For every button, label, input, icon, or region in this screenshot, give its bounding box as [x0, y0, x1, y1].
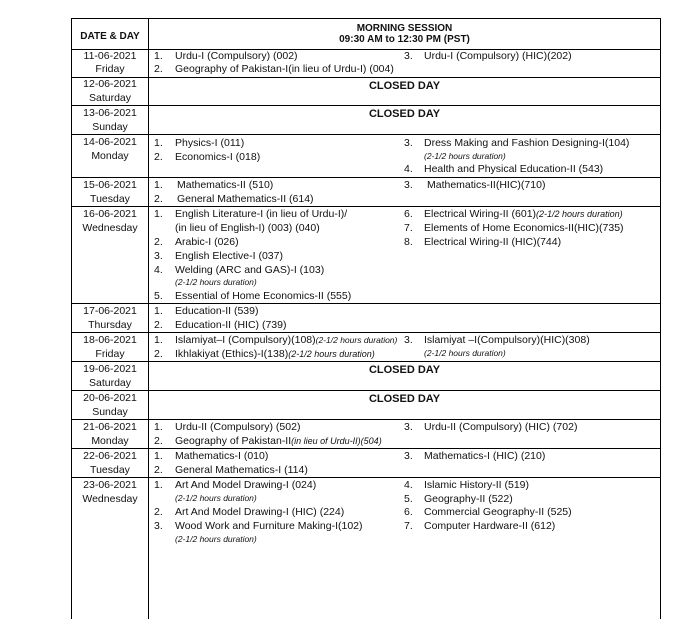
- subject-item: Islamic History-II (519): [424, 479, 530, 491]
- subject-item: General Mathematics-II (614): [177, 193, 314, 205]
- item-number: 1.: [154, 305, 163, 317]
- subject-item: [424, 208, 623, 220]
- subject-item: Education-II (HIC) (739): [175, 319, 287, 331]
- row-divider: [72, 105, 660, 106]
- item-number: 1.: [154, 479, 163, 491]
- duration-note: (2-1/2 hours duration): [175, 277, 257, 287]
- row-day: Monday: [91, 150, 129, 162]
- item-number: 3.: [404, 179, 413, 191]
- item-number: 1.: [154, 137, 163, 149]
- subject-title: Islamiyat–I (Compulsory)(108): [175, 334, 316, 346]
- subject-item: [175, 348, 375, 360]
- row-day: Friday: [95, 63, 125, 75]
- lieu-note: (in lieu of Urdu-II)(504): [291, 436, 382, 446]
- duration-note: (2-1/2 hours duration): [424, 151, 506, 161]
- duration-note: (2-1/2 hours duration): [536, 209, 623, 219]
- row-date: 19-06-2021: [83, 363, 137, 375]
- row-divider: [72, 477, 660, 478]
- subject-title: Electrical Wiring-II (601): [424, 208, 537, 220]
- item-number: 3.: [404, 450, 413, 462]
- item-number: 2.: [154, 435, 163, 447]
- item-number: 2.: [154, 348, 163, 360]
- item-number: 6.: [404, 506, 413, 518]
- subject-item: Education-II (539): [175, 305, 259, 317]
- row-date: 22-06-2021: [83, 450, 137, 462]
- subject-item: Islamiyat –I(Compulsory)(HIC)(308): [424, 334, 590, 346]
- item-number: 1.: [154, 450, 163, 462]
- subject-item: Urdu-I (Compulsory) (HIC)(202): [424, 50, 572, 62]
- row-day: Saturday: [88, 92, 132, 104]
- subject-item: [175, 435, 382, 447]
- subject-item: Computer Hardware-II (612): [424, 520, 556, 532]
- subject-item: General Mathematics-I (114): [175, 464, 308, 476]
- row-day: Thursday: [88, 319, 132, 331]
- item-number: 2.: [154, 151, 163, 163]
- row-divider: [72, 390, 660, 391]
- subject-item: English Elective-I (037): [175, 250, 283, 262]
- subject-item: Mathematics-I (HIC) (210): [424, 450, 546, 462]
- subject-item: Wood Work and Furniture Making-I(102): [175, 520, 363, 532]
- row-date: 12-06-2021: [83, 78, 137, 90]
- row-divider: [72, 134, 660, 135]
- subject-item: Electrical Wiring-II (HIC)(744): [424, 236, 562, 248]
- item-number: 7.: [404, 520, 413, 532]
- duration-note: (2-1/2 hours duration): [175, 534, 257, 544]
- subject-item: Health and Physical Education-II (543): [424, 163, 604, 175]
- item-number: 2.: [154, 236, 163, 248]
- row-date: 18-06-2021: [83, 334, 137, 346]
- subject-item: Urdu-II (Compulsory) (502): [175, 421, 301, 433]
- closed-day-label: CLOSED DAY: [368, 393, 441, 405]
- item-number: 5.: [404, 493, 413, 505]
- item-number: 7.: [404, 222, 413, 234]
- row-day: Sunday: [92, 121, 128, 133]
- item-number: 1.: [154, 334, 163, 346]
- item-number: 3.: [154, 520, 163, 532]
- subject-item: Art And Model Drawing-I (HIC) (224): [175, 506, 345, 518]
- row-divider: [72, 303, 660, 304]
- item-number: 3.: [404, 334, 413, 346]
- item-number: 2.: [154, 193, 163, 205]
- item-number: 3.: [404, 421, 413, 433]
- item-number: 2.: [154, 63, 163, 75]
- row-date: 23-06-2021: [83, 479, 137, 491]
- subject-item: Urdu-II (Compulsory) (HIC) (702): [424, 421, 578, 433]
- closed-day-label: CLOSED DAY: [368, 364, 441, 376]
- item-number: 3.: [154, 250, 163, 262]
- duration-note: (2-1/2 hours duration): [175, 493, 257, 503]
- row-day: Monday: [91, 435, 129, 447]
- subject-item: Art And Model Drawing-I (024): [175, 479, 317, 491]
- row-day: Tuesday: [90, 193, 130, 205]
- subject-item: Welding (ARC and GAS)-I (103): [175, 264, 325, 276]
- item-number: 1.: [154, 50, 163, 62]
- item-number: 1.: [154, 208, 163, 220]
- row-date: 20-06-2021: [83, 392, 137, 404]
- subject-item: Essential of Home Economics-II (555): [175, 290, 352, 302]
- row-date: 14-06-2021: [83, 136, 137, 148]
- duration-note: (2-1/2 hours duration): [288, 349, 375, 359]
- row-divider: [72, 77, 660, 78]
- item-number: 3.: [404, 137, 413, 149]
- row-day: Saturday: [88, 377, 132, 389]
- item-number: 5.: [154, 290, 163, 302]
- subject-item: Economics-I (018): [175, 151, 261, 163]
- row-day: Wednesday: [82, 493, 138, 505]
- item-number: 2.: [154, 506, 163, 518]
- subject-item: English Literature-I (in lieu of Urdu-I)/: [175, 208, 348, 220]
- row-date: 21-06-2021: [83, 421, 137, 433]
- subject-item-continued: (in lieu of English-I) (003) (040): [175, 222, 320, 234]
- row-divider: [72, 361, 660, 362]
- closed-day-label: CLOSED DAY: [368, 80, 441, 92]
- subject-item: Commercial Geography-II (525): [424, 506, 572, 518]
- row-date: 11-06-2021: [83, 50, 137, 62]
- session-time: 09:30 AM to 12:30 PM (PST): [339, 34, 470, 45]
- item-number: 4.: [404, 163, 413, 175]
- item-number: 3.: [404, 50, 413, 62]
- datesheet-table: [71, 18, 661, 619]
- subject-item: Mathematics-I (010): [175, 450, 269, 462]
- row-date: 15-06-2021: [83, 179, 137, 191]
- item-number: 1.: [154, 421, 163, 433]
- subject-item: Physics-I (011): [175, 137, 245, 149]
- item-number: 2.: [154, 319, 163, 331]
- item-number: 4.: [404, 479, 413, 491]
- row-day: Wednesday: [82, 222, 138, 234]
- subject-item: Geography-II (522): [424, 493, 513, 505]
- duration-note: (2-1/2 hours duration): [424, 348, 506, 358]
- row-divider: [72, 332, 660, 333]
- subject-item: [175, 334, 397, 346]
- item-number: 1.: [154, 179, 163, 191]
- row-divider: [72, 177, 660, 178]
- row-divider: [72, 448, 660, 449]
- item-number: 8.: [404, 236, 413, 248]
- subject-title: Ikhlakiyat (Ethics)-I(138): [175, 348, 289, 360]
- closed-day-label: CLOSED DAY: [368, 108, 441, 120]
- subject-item: Geography of Pakistan-I(in lieu of Urdu-I) (004): [175, 63, 394, 75]
- subject-item: Arabic-I (026): [175, 236, 239, 248]
- duration-note: (2-1/2 hours duration): [315, 335, 398, 345]
- subject-item: Mathematics-II (510): [177, 179, 274, 191]
- session-title: MORNING SESSION: [356, 23, 453, 34]
- row-divider: [72, 206, 660, 207]
- subject-item: Urdu-I (Compulsory) (002): [175, 50, 298, 62]
- row-day: Friday: [95, 348, 125, 360]
- row-date: 17-06-2021: [83, 305, 137, 317]
- row-day: Sunday: [92, 406, 128, 418]
- row-divider: [72, 419, 660, 420]
- subject-item: Mathematics-II(HIC)(710): [427, 179, 546, 191]
- item-number: 6.: [404, 208, 413, 220]
- subject-item: Dress Making and Fashion Designing-I(104): [424, 137, 630, 149]
- row-date: 13-06-2021: [83, 107, 137, 119]
- date-day-header: DATE & DAY: [80, 31, 140, 42]
- subject-item: Elements of Home Economics-II(HIC)(735): [424, 222, 624, 234]
- row-date: 16-06-2021: [83, 208, 137, 220]
- subject-title: Geography of Pakistan-II: [175, 435, 292, 447]
- item-number: 4.: [154, 264, 163, 276]
- item-number: 2.: [154, 464, 163, 476]
- row-day: Tuesday: [90, 464, 130, 476]
